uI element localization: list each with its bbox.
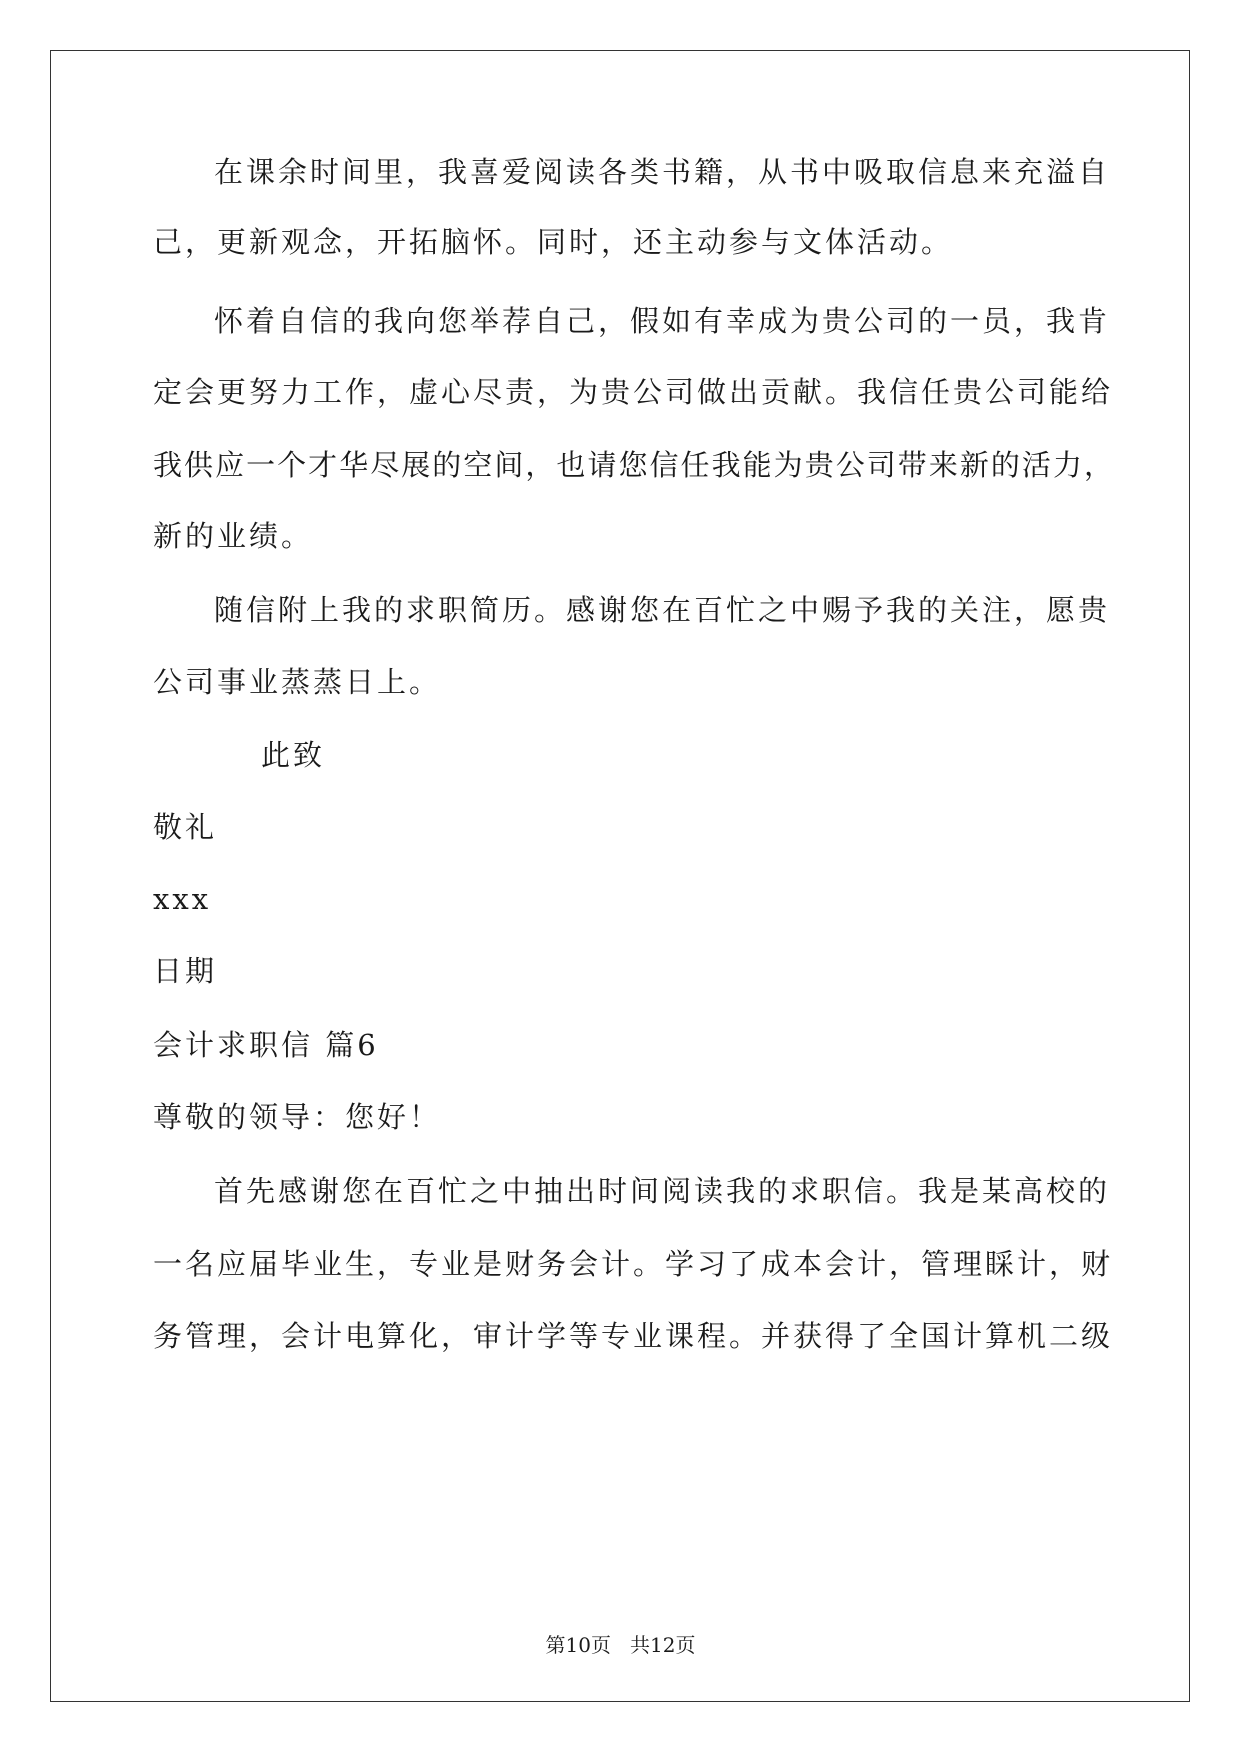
greeting: 尊敬的领导：您好！ [153, 1100, 442, 1134]
paragraph-line: 新的业绩。 [153, 519, 314, 553]
paragraph-line: 定会更努力工作，虚心尽责，为贵公司做出贡献。我信任贵公司能给 [153, 375, 1114, 409]
salutation-closing: 此致 [261, 738, 326, 772]
page-number-label: 第10页 共12页 [545, 1633, 696, 1657]
signature-name: xxx [153, 882, 212, 916]
paragraph-line: 在课余时间里，我喜爱阅读各类书籍，从书中吸取信息来充溢自 [214, 155, 1111, 189]
paragraph-line: 首先感谢您在百忙之中抽出时间阅读我的求职信。我是某高校的 [214, 1174, 1111, 1208]
paragraph-line: 公司事业蒸蒸日上。 [153, 665, 442, 699]
page-border [50, 50, 1190, 1702]
paragraph-line: 己，更新观念，开拓脑怀。同时，还主动参与文体活动。 [153, 225, 954, 259]
paragraph-line: 务管理，会计电算化，审计学等专业课程。并获得了全国计算机二级 [153, 1319, 1114, 1353]
paragraph-line: 随信附上我的求职简历。感谢您在百忙之中赐予我的关注，愿贵 [214, 593, 1111, 627]
section-heading: 会计求职信 篇6 [153, 1028, 379, 1062]
paragraph-line: 怀着自信的我向您举荐自己，假如有幸成为贵公司的一员，我肯 [214, 304, 1111, 338]
regards: 敬礼 [153, 810, 218, 844]
paragraph-line: 一名应届毕业生，专业是财务会计。学习了成本会计，管理睬计，财 [153, 1247, 1114, 1281]
page-number [0, 1635, 1241, 1655]
paragraph-line: 我供应一个才华尽展的空间，也请您信任我能为贵公司带来新的活力， [153, 448, 1113, 482]
date-line: 日期 [153, 954, 218, 988]
